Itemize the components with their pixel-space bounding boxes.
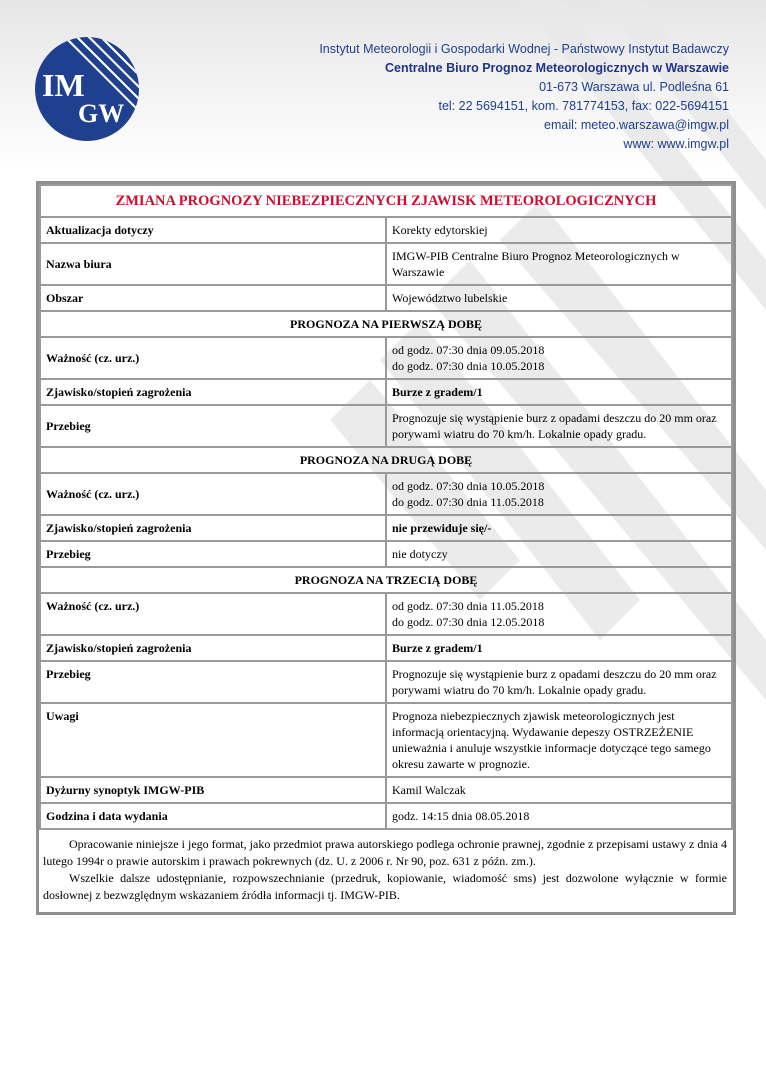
table-row — [40, 379, 732, 405]
synoptyk-label: Dyżurny synoptyk IMGW-PIB — [40, 777, 386, 803]
table-row — [40, 803, 732, 829]
table-row — [40, 777, 732, 803]
day2-waznosc-label: Ważność (cz. urz.) — [40, 473, 386, 515]
copyright-paragraph-1: Opracowanie niniejsze i jego format, jako przedmiot prawa autorskiego podlega ochronie prawnej, zgodnie z przepisami ustawy z dnia 4 lutego 1994r o prawie autorskim i prawach pokrewnych (dz. U. z 2006 r. Nr 90, poz. 631 z późn. zm.). — [43, 837, 727, 868]
biuro-value: IMGW-PIB Centralne Biuro Prognoz Meteorologicznych w Warszawie — [386, 243, 732, 285]
day2-przebieg-value: nie dotyczy — [386, 541, 732, 567]
logo-text-gw: GW — [78, 99, 125, 128]
copyright-footer — [39, 830, 733, 912]
day2-do: do godz. 07:30 dnia 11.05.2018 — [392, 495, 544, 509]
obszar-label: Obszar — [40, 285, 386, 311]
biuro-label: Nazwa biura — [40, 243, 386, 285]
wydanie-value: godz. 14:15 dnia 08.05.2018 — [386, 803, 732, 829]
forecast-table — [39, 184, 733, 830]
title-row — [40, 185, 732, 217]
day3-zjawisko-value: Burze z gradem/1 — [386, 635, 732, 661]
table-row — [40, 337, 732, 379]
table-row — [40, 515, 732, 541]
table-row — [40, 217, 732, 243]
header-phone: tel: 22 5694151, kom. 781774153, fax: 022-5694151 — [438, 99, 729, 113]
forecast-document — [36, 181, 736, 915]
day2-przebieg-label: Przebieg — [40, 541, 386, 567]
copyright-paragraph-2: Wszelkie dalsze udostępnianie, rozpowszechnianie (przedruk, kopiowanie, wiadomość sms) jest dozwolone wyłącznie w formie dosłownej z bezwzględnym wskazaniem źródła informacji tj. IMGW-PIB. — [43, 871, 727, 902]
table-row — [40, 473, 732, 515]
day3-waznosc-value — [386, 593, 732, 635]
day3-waznosc-label: Ważność (cz. urz.) — [40, 593, 386, 635]
day3-do: do godz. 07:30 dnia 12.05.2018 — [392, 615, 545, 629]
institute-header — [319, 40, 729, 154]
header-institute-name: Instytut Meteorologii i Gospodarki Wodnej - Państwowy Instytut Badawczy — [319, 42, 729, 56]
header-email-link[interactable]: email: meteo.warszawa@imgw.pl — [544, 118, 729, 132]
logo-text-im: IM — [42, 67, 85, 103]
header-address: 01-673 Warszawa ul. Podleśna 61 — [539, 80, 729, 94]
day1-przebieg-label: Przebieg — [40, 405, 386, 447]
day2-heading: PROGNOZA NA DRUGĄ DOBĘ — [40, 447, 732, 473]
day2-zjawisko-value: nie przewiduje się/- — [386, 515, 732, 541]
table-row — [40, 703, 732, 777]
section-row — [40, 567, 732, 593]
day1-zjawisko-value: Burze z gradem/1 — [386, 379, 732, 405]
document-title: ZMIANA PROGNOZY NIEBEZPIECZNYCH ZJAWISK METEOROLOGICZNYCH — [40, 185, 732, 217]
table-row — [40, 405, 732, 447]
day1-do: do godz. 07:30 dnia 10.05.2018 — [392, 359, 545, 373]
section-row — [40, 311, 732, 337]
aktualizacja-label: Aktualizacja dotyczy — [40, 217, 386, 243]
day1-przebieg-value: Prognozuje się wystąpienie burz z opadami deszczu do 20 mm oraz porywami wiatru do 70 km/h. Lokalnie opady gradu. — [386, 405, 732, 447]
imgw-logo — [34, 36, 140, 142]
day3-przebieg-label: Przebieg — [40, 661, 386, 703]
day2-waznosc-value — [386, 473, 732, 515]
uwagi-label: Uwagi — [40, 703, 386, 777]
header-www-link[interactable]: www: www.imgw.pl — [623, 137, 729, 151]
table-row — [40, 593, 732, 635]
day3-heading: PROGNOZA NA TRZECIĄ DOBĘ — [40, 567, 732, 593]
table-row — [40, 285, 732, 311]
day1-zjawisko-label: Zjawisko/stopień zagrożenia — [40, 379, 386, 405]
table-row — [40, 243, 732, 285]
section-row — [40, 447, 732, 473]
day1-heading: PROGNOZA NA PIERWSZĄ DOBĘ — [40, 311, 732, 337]
day2-zjawisko-label: Zjawisko/stopień zagrożenia — [40, 515, 386, 541]
table-row — [40, 541, 732, 567]
day1-od: od godz. 07:30 dnia 09.05.2018 — [392, 343, 545, 357]
day3-przebieg-value: Prognozuje się wystąpienie burz z opadami deszczu do 20 mm oraz porywami wiatru do 70 km/h. Lokalnie opady gradu. — [386, 661, 732, 703]
day2-od: od godz. 07:30 dnia 10.05.2018 — [392, 479, 545, 493]
header-bureau-name: Centralne Biuro Prognoz Meteorologicznych w Warszawie — [384, 61, 729, 75]
synoptyk-value: Kamil Walczak — [386, 777, 732, 803]
aktualizacja-value: Korekty edytorskiej — [386, 217, 732, 243]
day1-waznosc-label: Ważność (cz. urz.) — [40, 337, 386, 379]
day1-waznosc-value — [386, 337, 732, 379]
uwagi-value: Prognoza niebezpiecznych zjawisk meteorologicznych jest informacją orientacyjną. Wydawanie depeszy OSTRZEŻENIE unieważnia i anuluje wszystkie informacje dotyczące tego samego okresu zawarte w prognozie. — [386, 703, 732, 777]
table-row — [40, 661, 732, 703]
wydanie-label: Godzina i data wydania — [40, 803, 386, 829]
day3-od: od godz. 07:30 dnia 11.05.2018 — [392, 599, 544, 613]
day3-zjawisko-label: Zjawisko/stopień zagrożenia — [40, 635, 386, 661]
obszar-value: Województwo lubelskie — [386, 285, 732, 311]
table-row — [40, 635, 732, 661]
